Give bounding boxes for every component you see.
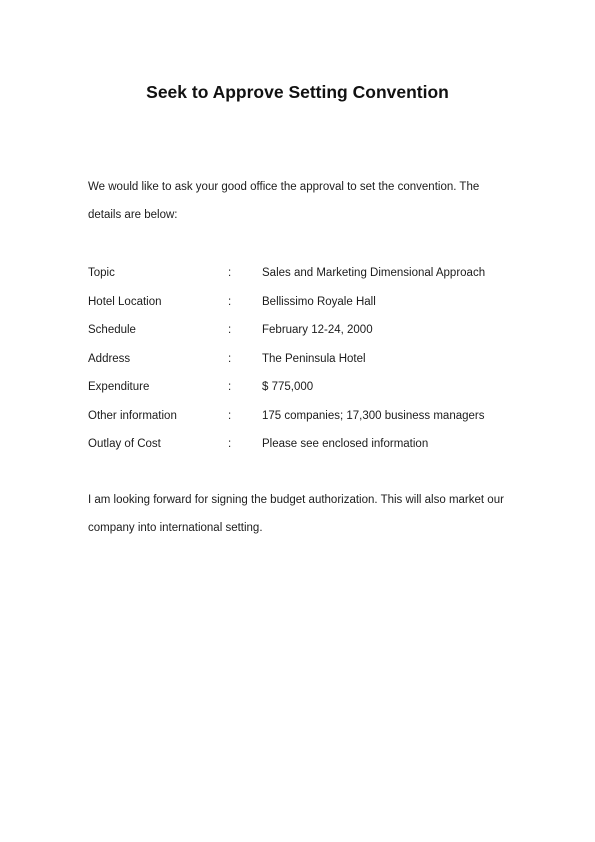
detail-value: Please see enclosed information xyxy=(262,438,429,450)
detail-label: Schedule xyxy=(88,324,136,336)
detail-row-expenditure xyxy=(88,373,518,402)
detail-value: $ 775,000 xyxy=(262,381,314,393)
detail-row-other-information xyxy=(88,402,518,431)
closing-paragraph: I am looking forward for signing the budget authorization. This will also market our company into international setting. xyxy=(88,494,504,534)
detail-separator: : xyxy=(228,324,232,336)
detail-value: February 12-24, 2000 xyxy=(262,324,373,336)
detail-row-address xyxy=(88,345,518,374)
intro-paragraph: We would like to ask your good office the approval to set the convention. The details are below: xyxy=(88,181,480,221)
details-list xyxy=(88,259,518,459)
detail-label: Outlay of Cost xyxy=(88,438,161,450)
detail-label: Other information xyxy=(88,409,177,422)
detail-separator: : xyxy=(228,352,232,365)
detail-value: Sales and Marketing Dimensional Approach xyxy=(262,267,486,279)
detail-separator: : xyxy=(228,438,232,450)
document-title: Seek to Approve Setting Convention xyxy=(146,82,449,102)
detail-label: Address xyxy=(88,352,131,365)
detail-separator: : xyxy=(228,267,232,279)
detail-row-schedule xyxy=(88,316,518,345)
detail-label: Hotel Location xyxy=(88,295,162,308)
detail-row-topic xyxy=(88,259,518,288)
detail-value: 175 companies; 17,300 business managers xyxy=(262,409,485,422)
detail-row-outlay-of-cost xyxy=(88,430,518,459)
detail-value: The Peninsula Hotel xyxy=(262,352,366,365)
detail-separator: : xyxy=(228,381,232,393)
detail-separator: : xyxy=(228,409,232,422)
detail-row-hotel-location xyxy=(88,288,518,317)
detail-separator: : xyxy=(228,295,232,308)
detail-value: Bellissimo Royale Hall xyxy=(262,295,376,308)
detail-label: Expenditure xyxy=(88,381,150,393)
detail-label: Topic xyxy=(88,267,115,279)
